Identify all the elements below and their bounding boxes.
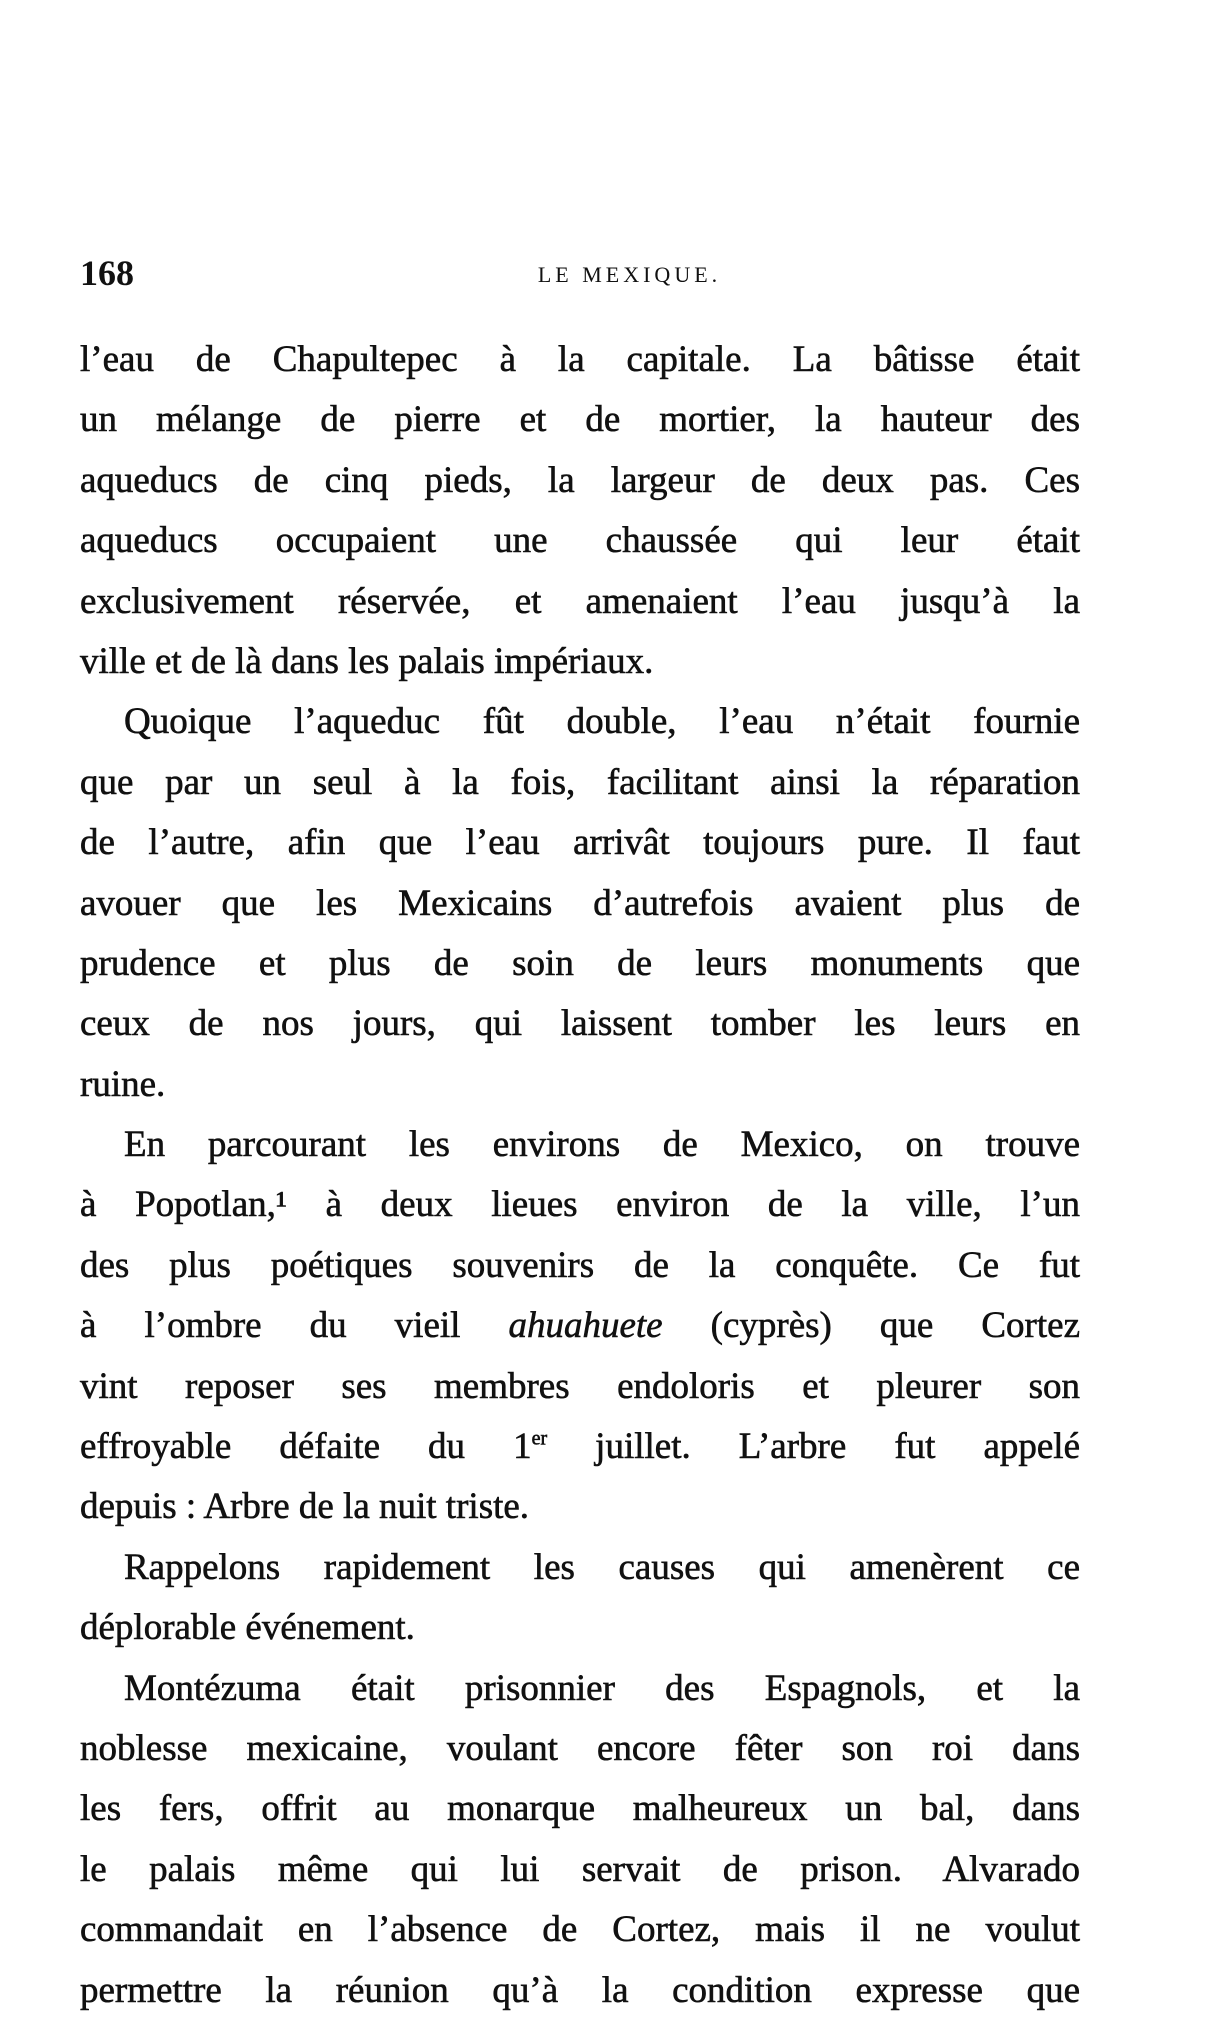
text-line: des plus poétiques souvenirs de la conquête. Ce fut xyxy=(80,1244,1080,1286)
text-line: que par un seul à la fois, facilitant ainsi la réparation xyxy=(80,761,1080,803)
text-segment: à l’ombre du vieil xyxy=(80,1305,509,1347)
page-number: 168 xyxy=(80,253,134,293)
text-segment: effroyable défaite du 1 xyxy=(80,1426,532,1468)
text-line: l’eau de Chapultepec à la capitale. La bâtisse était xyxy=(80,339,1080,380)
page-body-text xyxy=(80,330,1080,2021)
running-title: LE MEXIQUE. xyxy=(537,262,722,287)
text-line: déplorable événement. xyxy=(80,1607,415,1649)
text-line: les fers, offrit au monarque malheureux un bal, dans xyxy=(80,1788,1080,1830)
text-line: depuis : Arbre de la nuit triste. xyxy=(80,1486,530,1528)
text-line: ville et de là dans les palais impériaux. xyxy=(80,640,654,682)
text-line: le palais même qui lui servait de prison. Alvarado xyxy=(80,1848,1080,1890)
text-line: Quoique l’aqueduc fût double, l’eau n’était fournie xyxy=(124,701,1080,743)
text-line: noblesse mexicaine, voulant encore fêter son roi dans xyxy=(80,1727,1080,1769)
text-line: ruine. xyxy=(80,1063,166,1105)
superscript: er xyxy=(531,1427,548,1450)
text-line: avouer que les Mexicains d’autrefois avaient plus de xyxy=(80,882,1080,924)
text-line xyxy=(80,1296,1080,1356)
text-segment: juillet. L’arbre fut appelé xyxy=(547,1426,1080,1468)
text-line: vint reposer ses membres endoloris et pleurer son xyxy=(80,1365,1080,1407)
text-line: de l’autre, afin que l’eau arrivât toujours pure. Il faut xyxy=(80,822,1080,864)
text-line: Montézuma était prisonnier des Espagnols, et la xyxy=(124,1667,1080,1709)
text-line: aqueducs de cinq pieds, la largeur de deux pas. Ces xyxy=(80,459,1080,501)
text-line: commandait en l’absence de Cortez, mais il ne voulut xyxy=(80,1909,1080,1951)
text-line xyxy=(80,1417,1080,1477)
text-line: Rappelons rapidement les causes qui amenèrent ce xyxy=(124,1546,1080,1588)
italic-term: ahuahuete xyxy=(508,1305,663,1347)
text-line: En parcourant les environs de Mexico, on trouve xyxy=(124,1124,1080,1166)
text-line: aqueducs occupaient une chaussée qui leur était xyxy=(80,520,1080,562)
text-line: permettre la réunion qu’à la condition expresse que xyxy=(80,1969,1080,2011)
text-segment: (cyprès) que Cortez xyxy=(662,1305,1080,1347)
text-line: ceux de nos jours, qui laissent tomber les leurs en xyxy=(80,1003,1080,1045)
text-line: un mélange de pierre et de mortier, la hauteur des xyxy=(80,399,1080,441)
text-line: prudence et plus de soin de leurs monuments que xyxy=(80,942,1080,984)
text-line: à Popotlan,¹ à deux lieues environ de la ville, l’un xyxy=(80,1184,1080,1226)
text-line: exclusivement réservée, et amenaient l’eau jusqu’à la xyxy=(80,580,1080,622)
